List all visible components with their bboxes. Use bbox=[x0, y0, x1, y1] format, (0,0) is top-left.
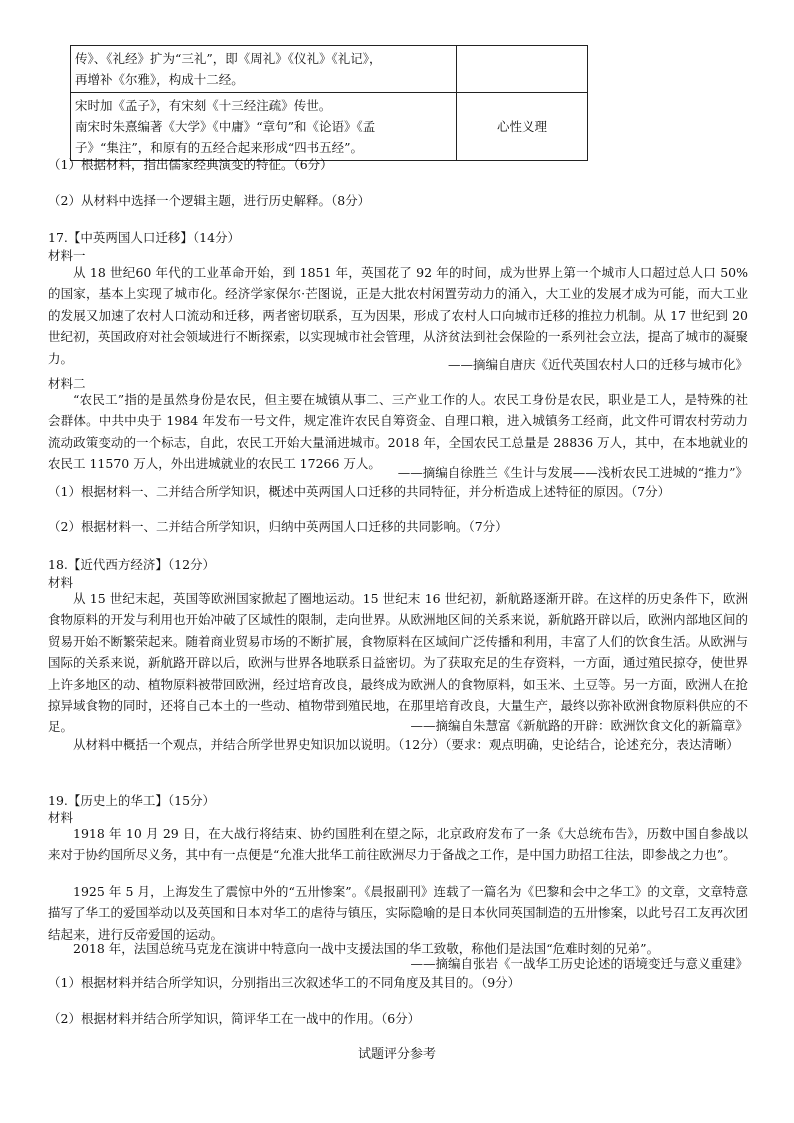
q17-material2-text: “农民工”指的是虽然身份是农民，但主要在城镇从事二、三产业工作的人。农民工身份是农民，职业是工人，是特殊的社会群体。中共中央于 1984 年发布一号文件，规定准许农民自筹资金、自理口粮，进入城镇务工经商，此文件可谓农村劳动力流动政策变动的一个标志，自此，农民工开始大量涌进城市。2018 年，全国农民工总量是 28836 万人，其中，在本地就业的农民工 11570 万人，外出进城就业的农民工 17266 万人。 bbox=[48, 392, 748, 472]
q19-sub2: （2）根据材料并结合所学知识，简评华工在一战中的作用。（6分） bbox=[48, 1011, 421, 1026]
q19-material-label: 材料 bbox=[48, 810, 74, 825]
q17-material1-text: 从 18 世纪60 年代的工业革命开始，到 1851 年，英国花了 92 年的时间，成为世界上第一个城市人口超过总人口 50% 的国家，基本上实现了城市化。经济学家保尔·芒图说，正是大批农村闲置劳动力的涌入，大工业的发展才成为可能，而大工业的发展又加速了农村人口流动和迁移，两者密切联系，互为因果，形成了农村人口向城市迁移的推拉力机制。从 17 世纪到 20 世纪初，英国政府对社会领域进行不断探索，以实现城市社会管理，从济贫法到社会保险的一系列社会立法，提高了城市的凝聚力。 bbox=[48, 265, 749, 366]
q18-task: 从材料中概括一个观点，并结合所学世界史知识加以说明。（12分）（要求：观点明确，史论结合，论述充分，表达清晰） bbox=[73, 737, 739, 752]
table-cell bbox=[71, 93, 457, 161]
q17-material1-source: ——摘编自唐庆《近代英国农村人口的迁移与城市化》 bbox=[447, 357, 748, 372]
footer-title: 试题评分参考 bbox=[357, 1047, 436, 1062]
q17-sub2: （2）根据材料一、二并结合所学知识，归纳中英两国人口迁移的共同影响。（7分） bbox=[48, 519, 508, 534]
q19-source: ——摘编自张岩《一战华工历史论述的语境变迁与意义重建》 bbox=[410, 956, 748, 971]
table-cell-line: 宋时加《孟子》，有宋刻《十三经注疏》传世。 bbox=[75, 98, 332, 113]
q19-sub1: （1）根据材料并结合所学知识，分别指出三次叙述华工的不同角度及其目的。（9分） bbox=[48, 975, 521, 990]
q17-sub1: （1）根据材料一、二并结合所学知识，概述中英两国人口迁移的共同特征，并分析造成上述特征的原因。（7分） bbox=[48, 484, 671, 499]
table-cell-line: 传》、《礼经》扩为“三礼”，即《周礼》《仪礼》《礼记》， bbox=[75, 51, 382, 66]
q17-heading: 17.【中英两国人口迁移】（14分） bbox=[48, 230, 241, 245]
classics-table bbox=[70, 45, 588, 161]
table-cell bbox=[71, 46, 457, 93]
table-cell-right bbox=[457, 46, 588, 93]
table-cell-line: 再增补《尔雅》，构成十二经。 bbox=[75, 72, 244, 87]
q16-sub2: （2）从材料中选择一个逻辑主题，进行历史解释。（8分） bbox=[48, 193, 371, 208]
table-cell-line: 子》“集注”，和原有的五经合起来形成“四书五经”。 bbox=[75, 140, 364, 155]
q17-material2-label: 材料二 bbox=[48, 376, 86, 391]
table-cell-right: 心性义理 bbox=[457, 93, 588, 161]
q19-heading: 19.【历史上的华工】（15分） bbox=[48, 793, 216, 808]
q19-paragraph-1: 1918 年 10 月 29 日，在大战行将结束、协约国胜利在望之际，北京政府发布了一条《大总统布告》，历数中国自参战以来对于协约国所尽义务，其中有一点便是“允准大批华工前往欧洲尽力于备战之工作，是中国力助招工往法，即参战之力也”。 bbox=[48, 826, 748, 863]
q19-paragraph-2: 1925 年 5 月，上海发生了震惊中外的“五卅惨案”。《晨报副刊》连载了一篇名为《巴黎和会中之华工》的文章，文章特意描写了华工的爱国举动以及英国和日本对华工的虐待与镇压，实际隐喻的是日本伙同英国制造的五卅惨案，以此号召工友再次团结起来，进行反帝爱国的运动。 bbox=[48, 884, 749, 942]
q18-material-source: ——摘编自朱慧富《新航路的开辟：欧洲饮食文化的新篇章》 bbox=[410, 718, 748, 733]
table-cell-line: 南宋时朱熹编著《大学》《中庸》“章句”和《论语》《孟 bbox=[75, 119, 376, 134]
q18-material-label: 材料 bbox=[48, 575, 74, 590]
q18-material-text: 从 15 世纪末起，英国等欧洲国家掀起了圈地运动。15 世纪末 16 世纪初，新航路逐渐开辟。在这样的历史条件下，欧洲食物原料的开发与利用也开始冲破了区域性的限制，走向世界。从欧洲地区间的关系来说，新航路开辟以后，欧洲内部地区间的贸易开始不断繁荣起来。随着商业贸易市场的不断扩展，食物原料在区域间广泛传播和利用，丰富了人们的饮食生活。从欧洲与国际的关系来说，新航路开辟以后，欧洲与世界各地联系日益密切。为了获取充足的生存资料，一方面，通过殖民掠夺，使世界上许多地区的动、植物原料被带回欧洲，经过培育改良，最终成为欧洲人的食物原料，如玉米、土豆等。另一方面，欧洲人在抢掠异域食物的同时，还将自己本土的一些动、植物带到殖民地，在那里培育改良，大量生产，最终以弥补欧洲食物原料供应的不足。 bbox=[48, 591, 749, 735]
q19-paragraph-3: 2018 年，法国总统马克龙在演讲中特意向一战中支援法国的华工致敬，称他们是法国“危难时刻的兄弟”。 bbox=[73, 941, 660, 956]
q17-material1-label: 材料一 bbox=[48, 248, 86, 263]
q18-heading: 18.【近代西方经济】（12分） bbox=[48, 557, 216, 572]
table-row bbox=[71, 46, 588, 93]
q16-sub1: （1）根据材料，指出儒家经典演变的特征。（6分） bbox=[48, 157, 333, 172]
table-row bbox=[71, 93, 588, 161]
q17-material2-source: ——摘编自徐胜兰《生计与发展——浅析农民工进城的“推力”》 bbox=[397, 465, 748, 480]
